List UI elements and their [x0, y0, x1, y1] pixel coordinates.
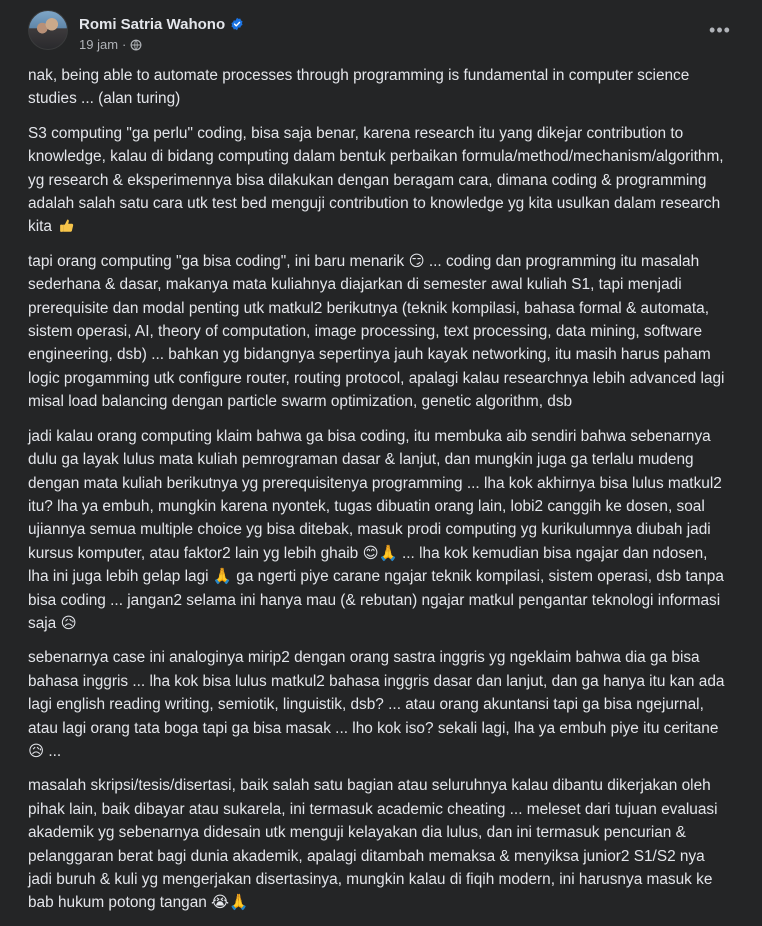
more-options-button[interactable]: [706, 16, 734, 44]
post-meta: [79, 37, 142, 52]
post-time[interactable]: 19 jam: [79, 37, 119, 52]
paragraph-4: jadi kalau orang computing klaim bahwa ga bisa coding, itu membuka aib sendiri bahwa sebenarnya dulu ga layak lulus mata kuliah pemrograman dasar & lanjut, dan mungkin juga ga terlalu mudeng dengan mata kuliah berikutnya yg prerequisitenya programming ... lha kok akhirnya bisa lulus matkul2 itu? lha ya embuh, mungkin karena nyontek, tugas dibuatin orang lain, lobi2 canggih ke dosen, soal ujiannya semua multiple choice yg bisa ditebak, masuk prodi computing yg kurikulumnya diubah jadi kursus komputer, atau faktor2 lain yg lebih ghaib 😊🙏 ... lha kok kemudian bisa ngajar dan ndosen, lha ini juga lebih gelap lagi 🙏 ga ngerti piye carane ngajar teknik kompilasi, sistem operasi, dsb tanpa bisa coding ... jangan2 selama ini hanya mau (& rebutan) ngajar matkul pengantar teknologi informasi saja 😥: [28, 427, 724, 632]
paragraph-2: S3 computing "ga perlu" coding, bisa saja benar, karena research itu yang dikejar contribution to knowledge, kalau di bidang computing dalam bentuk perbaikan formula/method/mechanism/algorithm, yg research & eksperimennya bisa dilakukan dengan beragam cara, dimana coding & programming adalah salah satu cara utk test bed menguji contribution to knowledge yg kita usulkan dalam research kita: [28, 124, 724, 236]
paragraph-5: sebenarnya case ini analoginya mirip2 dengan orang sastra inggris yg ngeklaim bahwa dia ga bisa bahasa inggris ... lha kok bisa lulus matkul2 bahasa inggris dasar dan lanjut, dan ga hanya itu kan ada lagi english reading writing, semiotik, linguistik, dsb? ... atau orang akuntansi tapi ga bisa ngejurnal, atau lagi orang tata boga tapi ga bisa masak ... lho kok iso? sekali lagi, lha ya embuh piye itu ceritane 😥 ...: [28, 649, 725, 760]
avatar[interactable]: [28, 10, 68, 50]
paragraph-3: tapi orang computing "ga bisa coding", ini baru menarik 😏 ... coding dan programming itu masalah sederhana & dasar, makanya mata kuliahnya diajarkan di semester awal kuliah S1, tapi menjadi prerequisite dan modal penting utk matkul2 berikutnya (teknik kompilasi, bahasa formal & automata, sistem operasi, AI, theory of computation, image processing, text processing, data mining, software engineering, dsb) ... bahkan yg bidangnya sepertinya jauh kayak networking, itu masih harus paham logic progamming utk configure router, routing protocol, apalagi kalau researchnya lebih advanced lagi misal load balancing dengan particle swarm optimization, genetic algorithm, dsb: [28, 252, 725, 411]
paragraph-6: masalah skripsi/tesis/disertasi, baik salah satu bagian atau seluruhnya kalau dibantu dikerjakan oleh pihak lain, baik dibayar atau sukarela, ini termasuk academic cheating ... meleset dari tujuan evaluasi akademik yg sebenarnya didesain utk menguji kelayakan dia lulus, dan ini termasuk pencurian & pelanggaran berat bagi dunia akademik, apalagi ditambah memaksa & menyiksa junior2 S1/S2 nya jadi buruh & kuli yg mengerjakan disertasinya, mungkin kalau di fiqih modern, ini harusnya masuk ke bab hukum potong tangan 😭🙏: [28, 777, 718, 912]
thumbs-up-icon: [58, 217, 75, 234]
post-body: [28, 64, 728, 926]
more-dots-icon: •••: [709, 19, 731, 40]
post-header: [28, 10, 742, 56]
verified-badge-icon: [230, 17, 244, 31]
globe-icon: [130, 39, 142, 51]
paragraph-1: nak, being able to automate processes through programming is fundamental in computer science studies ... (alan turing): [28, 67, 690, 108]
author-name[interactable]: Romi Satria Wahono: [79, 15, 226, 33]
author-line: [79, 14, 244, 34]
meta-separator: ·: [122, 37, 127, 52]
